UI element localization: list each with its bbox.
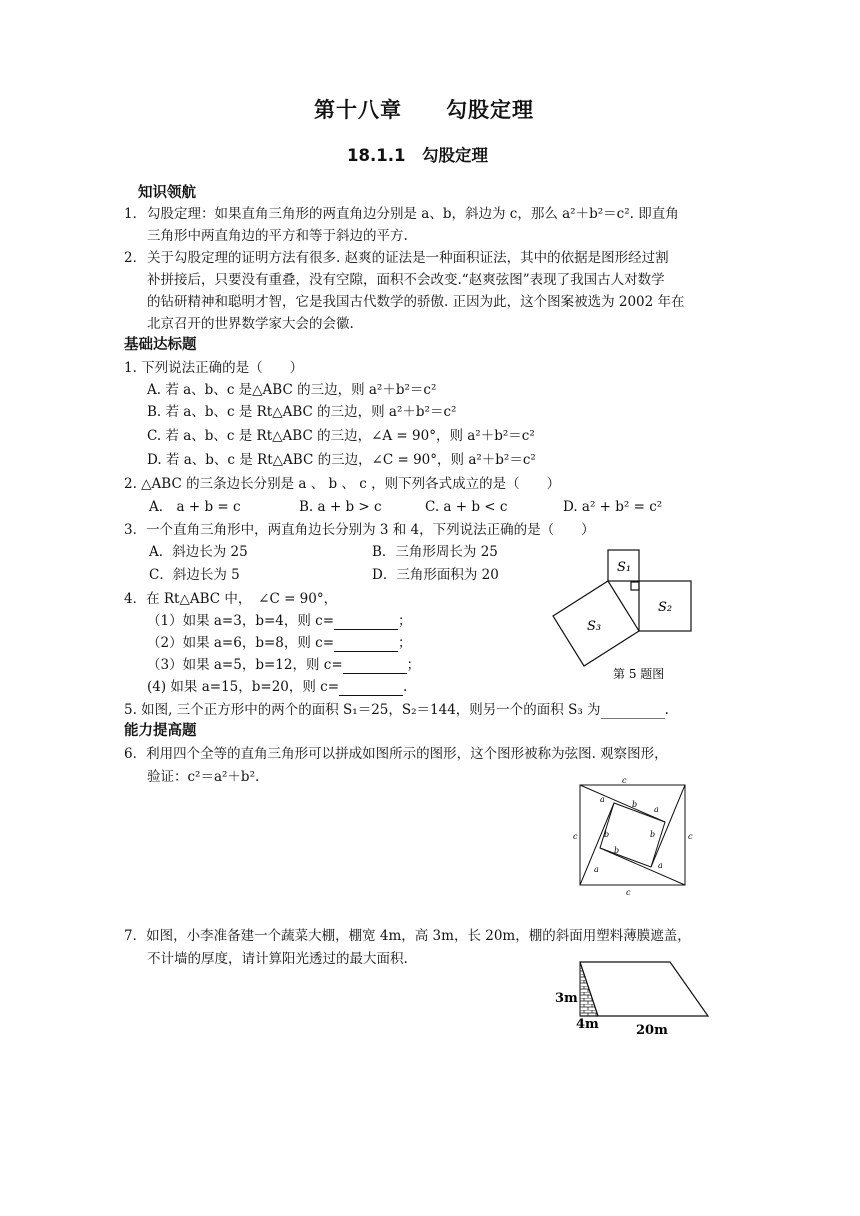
triangle-hyp-3 <box>600 848 685 885</box>
q4-part-4-text: (4) 如果 a=15，b=20，则 c= <box>147 679 340 695</box>
knowledge-2-num: 2． <box>124 250 147 266</box>
q4-answer-blank-2[interactable] <box>334 637 398 652</box>
label-a-1: a <box>600 795 605 804</box>
knowledge-2-line-3: 的钻研精神和聪明才智，它是我国古代数学的骄傲. 正因为此，这个图案被选为 2002 年在 <box>147 294 685 310</box>
knowledge-2-line-4: 北京召开的世界数学家大会的会徽. <box>147 316 354 332</box>
q3-option-d: D．三角形面积为 20 <box>372 567 499 583</box>
figure-6-zhao-shuang-diagram <box>570 775 700 895</box>
right-angle-mark <box>631 582 639 590</box>
q7-line-1: 7．如图，小李准备建一个蔬菜大棚，棚宽 4m，高 3m，长 20m，棚的斜面用塑料薄膜遮盖， <box>124 928 691 944</box>
label-b-2: b <box>650 830 656 839</box>
q4-part-2-text: （2）如果 a=6，b=8，则 c= <box>147 635 335 651</box>
section-subtitle: 18.1.1 勾股定理 <box>347 146 488 165</box>
q4-part-3 <box>147 656 420 674</box>
q7-line-2: 不计墙的厚度，请计算阳光透过的最大面积. <box>147 951 408 967</box>
q2-option-b: B. a + b > c <box>299 499 382 515</box>
label-b-3: b <box>604 830 610 839</box>
q5-stem <box>124 701 669 719</box>
q4-part-1-end: ； <box>398 613 412 629</box>
q5-text: 5. 如图, 三个正方形中的两个的面积 S₁＝25，S₂＝144，则另一个的面积 S₃ 为 <box>124 702 601 718</box>
heading-advanced: 能力提高题 <box>124 723 197 739</box>
q1-stem: 1. 下列说法正确的是（ ） <box>124 360 304 376</box>
label-s2: S₂ <box>658 600 673 615</box>
q5-end: . <box>664 702 669 718</box>
knowledge-1-num: 1． <box>124 206 147 222</box>
heading-basic: 基础达标题 <box>124 337 197 353</box>
figure-5-caption: 第 5 题图 <box>613 667 665 681</box>
label-a-3: a <box>594 865 599 874</box>
q4-answer-blank-4[interactable] <box>339 681 403 696</box>
label-height: 3m <box>555 991 578 1006</box>
q4-part-2-end: ； <box>398 635 412 651</box>
q3-option-b: B．三角形周长为 25 <box>372 544 498 560</box>
label-b-4: b <box>614 846 620 855</box>
q4-part-3-end: ； <box>406 657 421 673</box>
q4-answer-blank-3[interactable] <box>343 659 407 674</box>
label-c-bottom: c <box>626 888 631 895</box>
label-c-left: c <box>573 832 578 841</box>
q1-option-c: C. 若 a、b、c 是 Rt△ABC 的三边，∠A = 90°，则 a²＋b²＝c² <box>147 428 535 444</box>
q6-line-1: 6．利用四个全等的直角三角形可以拼成如图所示的图形，这个图形被称为弦图. 观察图形， <box>124 746 668 762</box>
knowledge-2-line-2: 补拼接后，只要没有重叠，没有空隙，面积不会改变.“赵爽弦图”表现了我国古人对数学 <box>147 272 665 288</box>
q4-part-4 <box>147 678 407 696</box>
q4-part-3-text: （3）如果 a=5，b=12，则 c= <box>147 657 343 673</box>
q2-option-c: C. a + b < c <box>425 499 508 515</box>
q4-answer-blank-1[interactable] <box>334 615 398 630</box>
q4-part-1-text: （1）如果 a=3，b=4，则 c= <box>147 613 335 629</box>
q4-part-2 <box>147 634 412 652</box>
label-c-top: c <box>622 776 627 785</box>
sloped-roof <box>580 962 708 1016</box>
label-a-4: a <box>658 861 663 870</box>
q1-option-d: D. 若 a、b、c 是 Rt△ABC 的三边，∠C = 90°，则 a²＋b²＝c² <box>147 452 536 468</box>
q3-option-a: A．斜边长为 25 <box>149 544 248 560</box>
q5-answer-blank[interactable] <box>601 704 665 719</box>
q4-part-1 <box>147 612 412 630</box>
q2-option-a: A． a + b = c <box>149 499 241 515</box>
q2-stem: 2. △ABC 的三条边长分别是 a 、 b 、 c ，则下列各式成立的是（ ） <box>124 476 561 492</box>
q6-line-2: 验证：c²＝a²＋b². <box>147 769 260 785</box>
knowledge-1-line-2: 三角形中两直角边的平方和等于斜边的平方. <box>147 228 408 244</box>
q3-stem: 3．一个直角三角形中，两直角边长分别为 3 和 4，下列说法正确的是（ ） <box>124 522 595 538</box>
q3-option-c: C．斜边长为 5 <box>149 567 240 583</box>
q4-part-4-end: . <box>403 679 408 695</box>
label-width: 4m <box>576 1017 599 1032</box>
page-title: 第十八章 勾股定理 <box>314 98 534 122</box>
q1-option-a: A. 若 a、b、c 是△ABC 的三边，则 a²＋b²＝c² <box>147 382 437 398</box>
label-b-1: b <box>632 800 638 809</box>
knowledge-2-line-1: 关于勾股定理的证明方法有很多. 赵爽的证法是一种面积证法，其中的依据是图形经过割 <box>147 250 669 266</box>
figure-7-greenhouse <box>550 950 720 1045</box>
label-a-2: a <box>654 805 659 814</box>
triangle-hyp-2 <box>651 785 685 867</box>
q1-option-b: B. 若 a、b、c 是 Rt△ABC 的三边，则 a²＋b²＝c² <box>147 404 457 420</box>
q2-option-d: D. a² + b² = c² <box>563 499 663 515</box>
label-s1: S₁ <box>617 560 632 575</box>
label-length: 20m <box>636 1023 668 1038</box>
heading-knowledge: 知识领航 <box>138 185 196 201</box>
q4-stem: 4．在 Rt△ABC 中， ∠C = 90°， <box>124 591 338 607</box>
label-s3: S₃ <box>587 619 602 634</box>
knowledge-1-line-1: 勾股定理：如果直角三角形的两直角边分别是 a、b，斜边为 c，那么 a²＋b²＝c². 即直角 <box>147 206 679 222</box>
figure-5-squares <box>545 545 705 685</box>
triangle-hyp-1 <box>580 785 665 822</box>
label-c-right: c <box>688 832 693 841</box>
